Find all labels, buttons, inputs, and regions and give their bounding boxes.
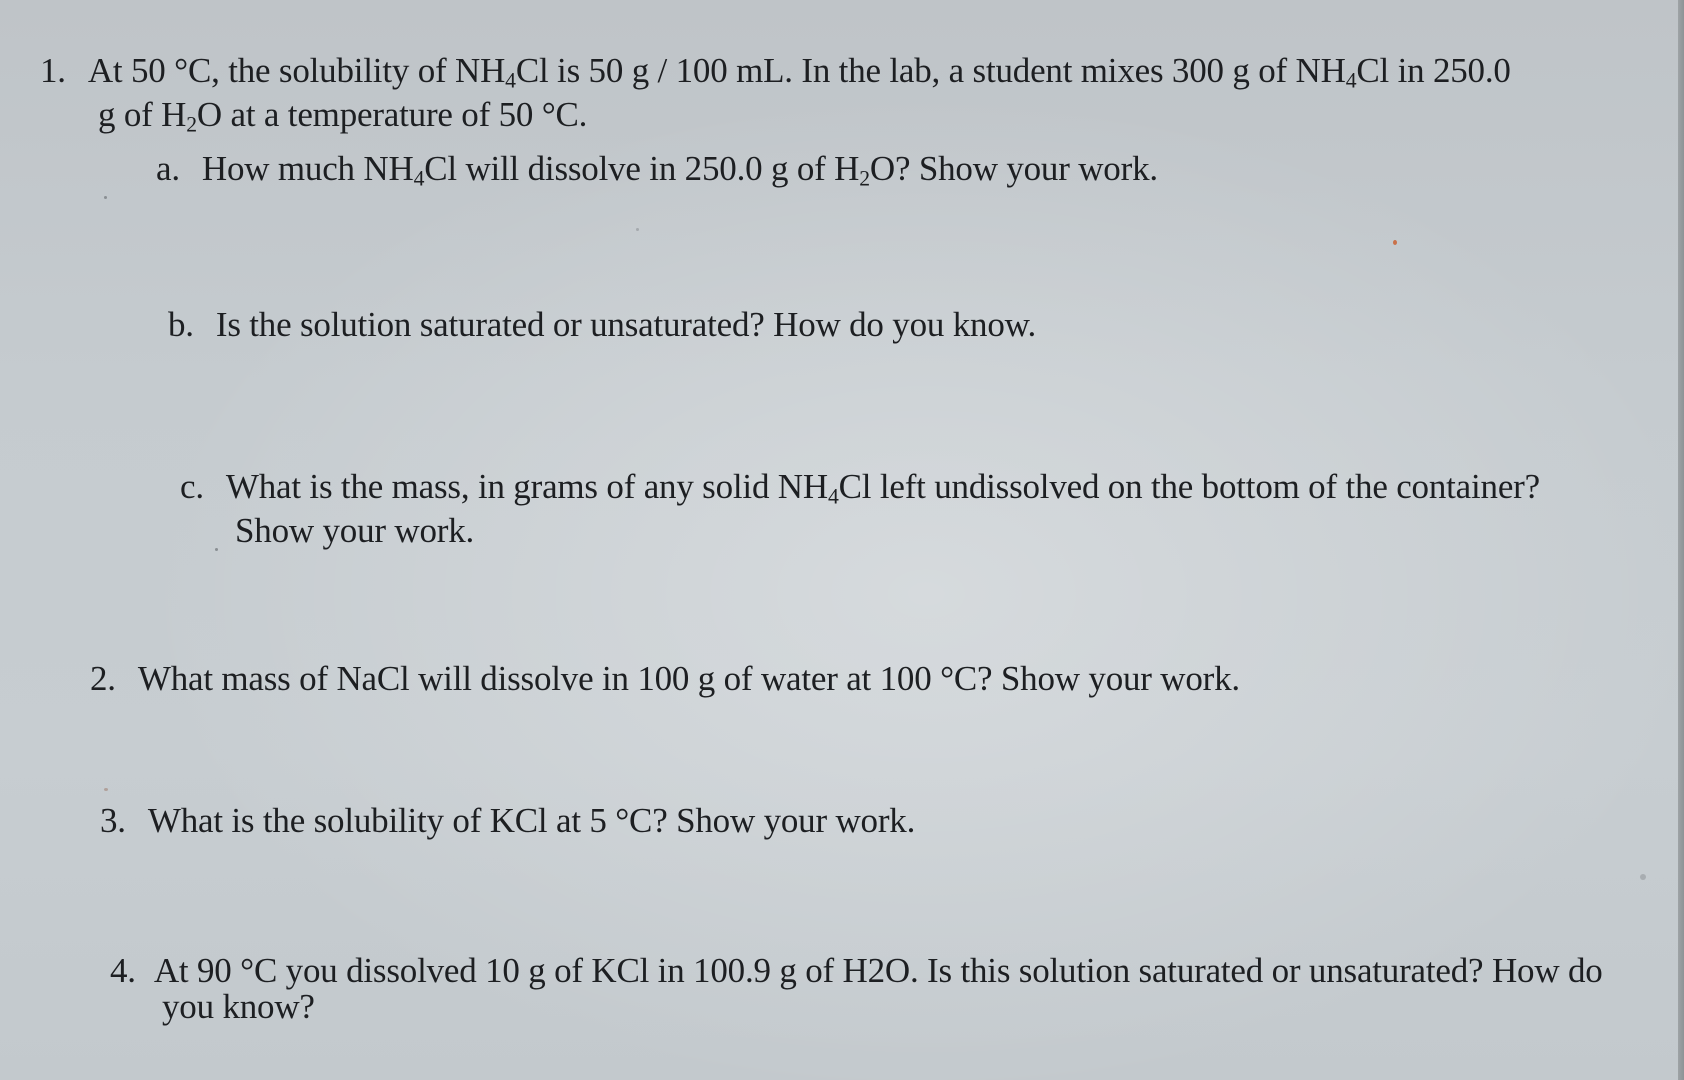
part-text: O? Show your work. (869, 149, 1158, 188)
paper-speck (104, 196, 107, 199)
subscript: 4 (413, 166, 425, 191)
paper-speck (215, 548, 218, 551)
question-text: you know? (162, 987, 315, 1026)
question-number: 4. (110, 951, 136, 990)
paper-speck (1393, 240, 1397, 245)
part-text: Show your work. (235, 511, 475, 550)
question-1c-line-2 (235, 508, 474, 554)
question-1 (40, 48, 1640, 148)
question-text: g of H (98, 95, 187, 134)
paper-speck (1640, 874, 1646, 880)
paper-speck (104, 788, 108, 791)
question-1a (156, 146, 1158, 192)
question-text: Cl is 50 g / 100 mL. In the lab, a student mixes 300 g of NH (515, 51, 1346, 90)
part-letter: a. (156, 149, 180, 188)
question-text: At 90 °C you dissolved 10 g of KCl in 100.9 g of H2O. Is this solution saturated or unsaturated? How do (153, 951, 1603, 990)
question-text: Cl in 250.0 (1356, 51, 1511, 90)
question-3 (100, 798, 915, 844)
question-text: What is the solubility of KCl at 5 °C? Show your work. (147, 801, 916, 840)
part-letter: c. (180, 467, 204, 506)
part-text: How much NH (201, 149, 414, 188)
question-text: At 50 °C, the solubility of NH (87, 51, 506, 90)
question-2 (90, 656, 1240, 702)
question-number: 2. (90, 659, 116, 698)
question-1-line-1 (40, 48, 1511, 94)
part-text: Is the solution saturated or unsaturated? How do you know. (215, 305, 1036, 344)
part-text: What is the mass, in grams of any solid NH (225, 467, 828, 506)
part-letter: b. (168, 305, 194, 344)
question-number: 1. (40, 51, 66, 90)
subscript: 2 (859, 166, 870, 191)
question-1c (180, 464, 1540, 510)
page-edge-shadow (1678, 0, 1684, 1080)
subscript: 4 (827, 484, 839, 509)
paper-speck (636, 228, 639, 231)
question-number: 3. (100, 801, 126, 840)
question-4 (110, 948, 1603, 994)
question-1b (168, 302, 1036, 348)
part-text: Cl will dissolve in 250.0 g of H (424, 149, 860, 188)
subscript: 4 (505, 68, 516, 93)
subscript: 2 (186, 112, 197, 137)
part-text: Cl left undissolved on the bottom of the container? (838, 467, 1540, 506)
question-1-line-2 (98, 92, 587, 138)
question-text: What mass of NaCl will dissolve in 100 g of water at 100 °C? Show your work. (137, 659, 1240, 698)
question-text: O at a temperature of 50 °C. (196, 95, 588, 134)
subscript: 4 (1345, 68, 1357, 93)
question-4-line-2 (162, 984, 315, 1030)
